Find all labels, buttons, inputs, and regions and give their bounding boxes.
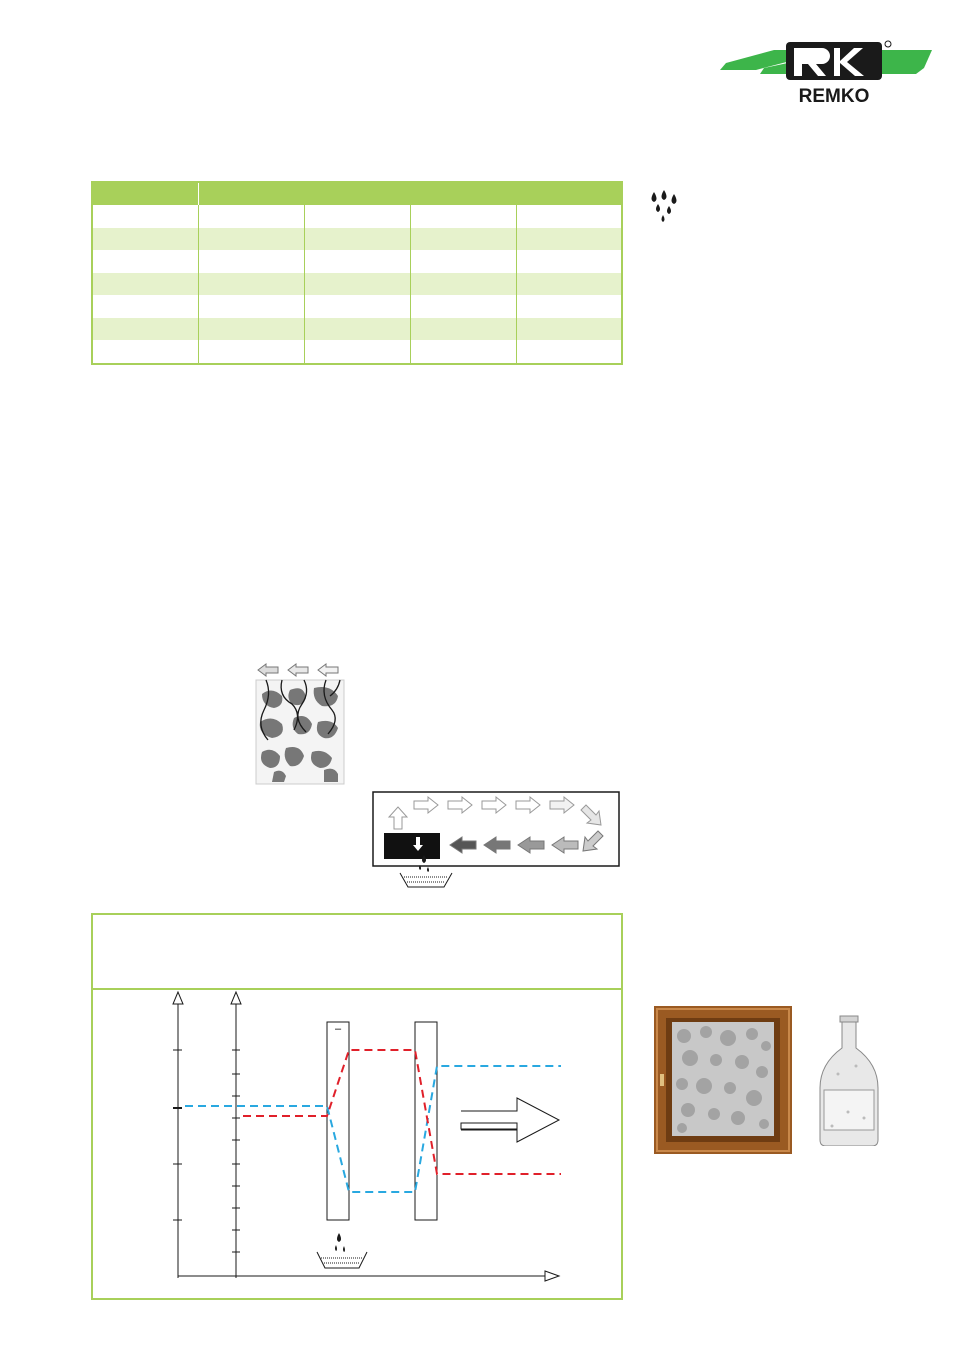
water-drops-icon (648, 188, 680, 224)
table-cell (92, 250, 199, 273)
table-cell (304, 273, 410, 296)
table-cell (516, 295, 622, 318)
table-cell (410, 228, 516, 251)
dew-point-diagram (93, 990, 621, 1298)
table-cell (199, 295, 305, 318)
table-header-row (92, 182, 622, 205)
table-cell (199, 318, 305, 341)
table-row (92, 318, 622, 341)
table-cell (516, 318, 622, 341)
table-cell (304, 318, 410, 341)
table-cell (410, 340, 516, 364)
table-cell (410, 250, 516, 273)
dew-point-diagram-box (91, 913, 623, 1300)
table-cell (410, 273, 516, 296)
data-table (91, 181, 623, 365)
axis-left-2-arrow (231, 992, 241, 1004)
axis-left-1-arrow (173, 992, 183, 1004)
table-cell (304, 295, 410, 318)
table-row (92, 340, 622, 364)
table-cell (516, 205, 622, 228)
table-header-cell (92, 182, 199, 205)
table-row (92, 205, 622, 228)
table-cell (92, 228, 199, 251)
table-cell (410, 318, 516, 341)
table-cell (199, 205, 305, 228)
table-row (92, 295, 622, 318)
flow-arrow (461, 1098, 559, 1142)
remko-logo (716, 38, 938, 108)
chamber-2 (415, 1022, 437, 1220)
table-row (92, 228, 622, 251)
table-cell (304, 340, 410, 364)
table-cell (199, 273, 305, 296)
drip-tray-icon (317, 1252, 367, 1268)
bottle-icon (818, 1014, 880, 1146)
table-cell (304, 250, 410, 273)
axis-bottom-arrow (545, 1271, 559, 1281)
table-cell (516, 228, 622, 251)
table-cell (304, 228, 410, 251)
condensate-drops-icon (335, 1233, 345, 1252)
table-cell (199, 340, 305, 364)
air-flow-condensation-icon (372, 791, 620, 889)
table-header-cell (199, 182, 623, 205)
window-icon (654, 1006, 792, 1154)
table-cell (92, 318, 199, 341)
table-cell (516, 340, 622, 364)
chamber-1-mark: – (334, 1023, 342, 1035)
table-row (92, 273, 622, 296)
table-cell (410, 295, 516, 318)
table-cell (199, 250, 305, 273)
table-row (92, 250, 622, 273)
table-cell (92, 295, 199, 318)
porous-stone-icon (254, 660, 346, 786)
table-cell (516, 273, 622, 296)
logo-wordmark: REMKO (798, 86, 870, 107)
table-cell (199, 228, 305, 251)
table-cell (516, 250, 622, 273)
table-cell (304, 205, 410, 228)
table-cell (92, 273, 199, 296)
table-cell (92, 205, 199, 228)
table-cell (92, 340, 199, 364)
table-cell (410, 205, 516, 228)
